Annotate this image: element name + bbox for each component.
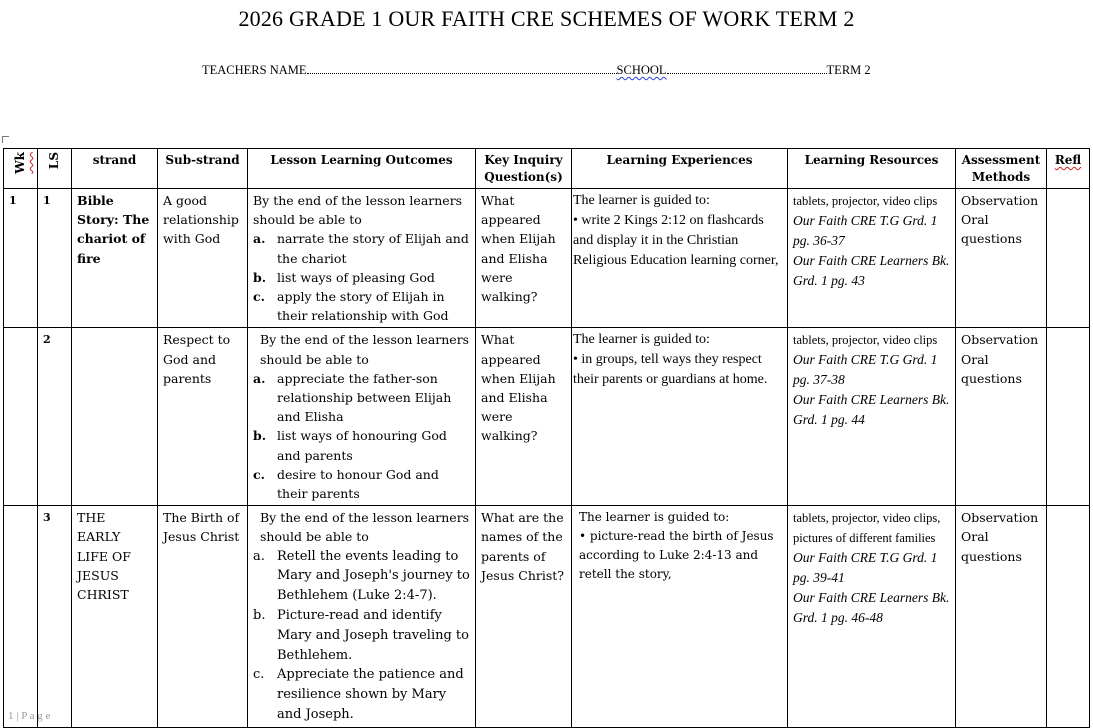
cell-outcomes xyxy=(248,506,476,728)
cell-inquiry: What are the names of the parents of Jesus Christ? xyxy=(476,506,572,728)
cell-inquiry: What appeared when Elijah and Elisha were walking? xyxy=(476,189,572,328)
term-label: TERM 2 xyxy=(826,63,871,77)
outcome-item: a. Retell the events leading to Mary and Joseph's journey to Bethlehem (Luke 2:4-7). xyxy=(253,548,470,604)
cell-substrand: A good relationship with God xyxy=(158,189,248,328)
cell-ls: 3 xyxy=(38,506,72,728)
school-blank[interactable] xyxy=(667,64,827,74)
cell-ls: 2 xyxy=(38,328,72,506)
table-row xyxy=(4,506,1090,728)
header-wk: Wk xyxy=(4,149,38,189)
cell-outcomes xyxy=(248,189,476,328)
cell-wk xyxy=(4,506,38,728)
outcome-item: c. apply the story of Elijah in their relationship with God xyxy=(253,289,449,324)
outcome-item: c. desire to honour God and their parents xyxy=(253,466,439,502)
outcome-item: b. list ways of honouring God and parents xyxy=(253,428,447,463)
teacher-info-line xyxy=(202,63,871,78)
outcome-item: b. list ways of pleasing God xyxy=(253,269,435,285)
outcomes-list xyxy=(253,369,470,503)
cell-experiences xyxy=(572,189,788,328)
assessment-item: Oral questions xyxy=(961,212,1022,247)
outcomes-intro: By the end of the lesson learners should be able to xyxy=(260,510,470,545)
table-row xyxy=(4,189,1090,328)
outcomes-intro: By the end of the lesson learners should be able to xyxy=(253,193,463,228)
experiences-text: • picture-read the birth of Jesus according to Luke 2:4-13 and retell the story, xyxy=(579,529,774,582)
outcome-item: a. appreciate the father-son relationship between Elijah and Elisha xyxy=(253,370,452,425)
cell-ls: 1 xyxy=(38,189,72,328)
page-corner-mark xyxy=(2,136,9,143)
cell-refl[interactable] xyxy=(1047,189,1090,328)
assessment-item: Observation xyxy=(961,510,1039,526)
assessment-item: Oral questions xyxy=(961,529,1022,564)
header-experiences: Learning Experiences xyxy=(572,149,788,189)
resources-plain: tablets, projector, video clips xyxy=(793,333,938,348)
resources-learners-book: Our Faith CRE Learners Bk. Grd. 1 pg. 46-48 xyxy=(793,590,950,626)
header-refl: Refl xyxy=(1047,149,1090,189)
outcome-item: b. Picture-read and identify Mary and Joseph traveling to Bethlehem. xyxy=(253,608,469,663)
table-header-row xyxy=(4,149,1090,189)
assessment-item: Observation xyxy=(961,332,1039,348)
assessment-item: Observation xyxy=(961,193,1039,208)
cell-substrand: Respect to God and parents xyxy=(158,328,248,506)
cell-experiences xyxy=(572,328,788,506)
cell-wk xyxy=(4,328,38,506)
outcomes-intro: By the end of the lesson learners should be able to xyxy=(260,332,470,367)
cell-strand: THE EARLY LIFE OF JESUS CHRIST xyxy=(72,506,158,728)
experiences-text: • in groups, tell ways they respect their parents or guardians at home. xyxy=(573,352,768,388)
cell-strand: Bible Story: The chariot of fire xyxy=(72,189,158,328)
cell-strand xyxy=(72,328,158,506)
cell-wk: 1 xyxy=(4,189,38,328)
resources-plain: tablets, projector, video clips xyxy=(793,194,938,208)
cell-experiences xyxy=(572,506,788,728)
cell-assessment xyxy=(956,328,1047,506)
cell-substrand: The Birth of Jesus Christ xyxy=(158,506,248,728)
experiences-text: • write 2 Kings 2:12 on flashcards and display it in the Christian Religious Education learning corner, xyxy=(573,213,779,268)
teachers-name-label: TEACHERS NAME xyxy=(202,63,307,77)
teachers-name-blank[interactable] xyxy=(307,64,617,74)
cell-resources xyxy=(788,506,956,728)
resources-teacher-guide: Our Faith CRE T.G Grd. 1 pg. 36-37 xyxy=(793,213,938,248)
experiences-intro: The learner is guided to: xyxy=(573,332,710,348)
page-footer: 1 | P a g e xyxy=(8,710,51,722)
cell-refl[interactable] xyxy=(1047,506,1090,728)
school-label: SCHOOL xyxy=(616,63,667,77)
cell-refl[interactable] xyxy=(1047,328,1090,506)
header-strand: strand xyxy=(72,149,158,189)
outcomes-list xyxy=(253,229,470,325)
experiences-intro: The learner is guided to: xyxy=(579,510,730,525)
outcome-item: a. narrate the story of Elijah and the chariot xyxy=(253,231,469,266)
resources-teacher-guide: Our Faith CRE T.G Grd. 1 pg. 37-38 xyxy=(793,352,938,388)
resources-learners-book: Our Faith CRE Learners Bk. Grd. 1 pg. 43 xyxy=(793,253,950,288)
resources-plain: tablets, projector, video clips, pictures of different families xyxy=(793,511,941,546)
header-substrand: Sub-strand xyxy=(158,149,248,189)
resources-learners-book: Our Faith CRE Learners Bk. Grd. 1 pg. 44 xyxy=(793,392,950,428)
cell-resources xyxy=(788,328,956,506)
header-assessment: Assessment Methods xyxy=(956,149,1047,189)
cell-inquiry: What appeared when Elijah and Elisha were walking? xyxy=(476,328,572,506)
outcomes-list xyxy=(253,547,470,725)
cell-assessment xyxy=(956,189,1047,328)
cell-resources xyxy=(788,189,956,328)
outcome-item: c. Appreciate the patience and resilience shown by Mary and Joseph. xyxy=(253,667,464,723)
header-resources: Learning Resources xyxy=(788,149,956,189)
scheme-table xyxy=(3,148,1090,728)
resources-teacher-guide: Our Faith CRE T.G Grd. 1 pg. 39-41 xyxy=(793,550,938,586)
cell-outcomes xyxy=(248,328,476,506)
document-title: 2026 GRADE 1 OUR FAITH CRE SCHEMES OF WORK TERM 2 xyxy=(238,6,855,31)
header-inquiry: Key Inquiry Question(s) xyxy=(476,149,572,189)
experiences-intro: The learner is guided to: xyxy=(573,193,710,208)
header-outcomes: Lesson Learning Outcomes xyxy=(248,149,476,189)
header-ls: LS xyxy=(38,149,72,189)
table-row xyxy=(4,328,1090,506)
cell-assessment xyxy=(956,506,1047,728)
assessment-item: Oral questions xyxy=(961,351,1022,386)
